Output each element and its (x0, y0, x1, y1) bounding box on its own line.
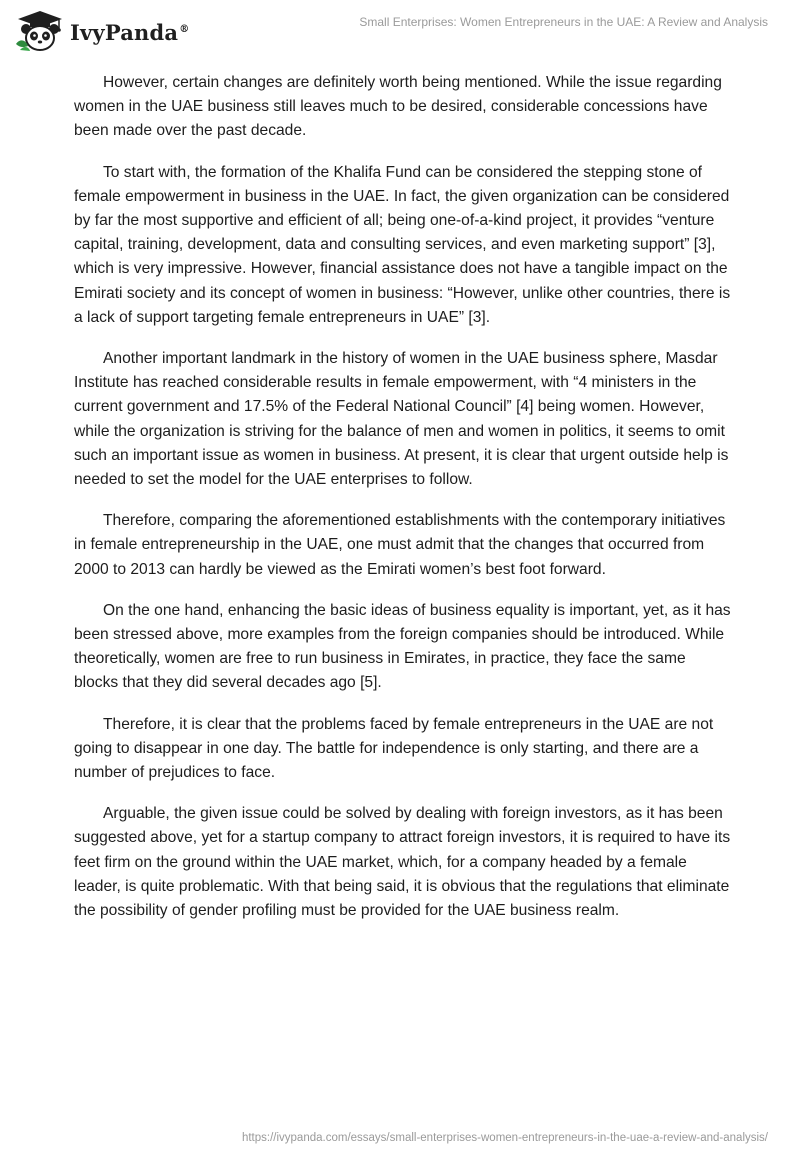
page-header (0, 0, 800, 60)
paragraph: Arguable, the given issue could be solved by dealing with foreign investors, as it has been suggested above, yet for a startup company to attract foreign investors, it is required to have its feet firm on the ground within the UAE market, which, for a company headed by a female leader, is quite problematic. With that being said, it is obvious that the regulations that eliminate the possibility of gender profiling must be provided for the UAE business realm. (74, 805, 731, 920)
source-url-link[interactable]: https://ivypanda.com/essays/small-enterprises-women-entrepreneurs-in-the-uae-a-review-and-analysis/ (241, 1132, 768, 1144)
paragraph: On the one hand, enhancing the basic ideas of business equality is important, yet, as it has been stressed above, more examples from the foreign companies should be introduced. While theoretically, women are free to run business in Emirates, in practice, they face the same blocks that they did several decades ago [5]. (74, 601, 731, 692)
paragraph: Therefore, comparing the aforementioned establishments with the contemporary initiatives in female entrepreneurship in the UAE, one must admit that the changes that occurred from 2000 to 2013 can hardly be viewed as the Emirati women’s best foot forward. (74, 512, 726, 578)
paragraph: To start with, the formation of the Khalifa Fund can be considered the stepping stone of female empowerment in business in the UAE. In fact, the given organization can be considered by far the most supportive and efficient of all; being one-of-a-kind project, it provides “venture capital, training, development, data and consulting services, and even marketing support” [3], which is very impressive. However, financial assistance does not have a tangible impact on the Emirati society and its concept of women in business: “However, unlike other countries, there is a lack of support targeting female entrepreneurs in UAE” [3]. (74, 163, 731, 326)
paragraph: Therefore, it is clear that the problems faced by female entrepreneurs in the UAE are not going to disappear in one day. The battle for independence is only starting, and there are a number of prejudices to face. (74, 715, 714, 782)
paragraph: However, certain changes are definitely worth being mentioned. While the issue regarding women in the UAE business still leaves much to be desired, considerable concessions have been made over the past decade. (74, 74, 722, 140)
brand-name: IvyPanda® (70, 19, 190, 45)
panda-graduate-icon (14, 10, 66, 52)
essay-body (74, 71, 734, 940)
registered-mark: ® (179, 23, 190, 35)
ivypanda-logo[interactable] (14, 10, 189, 52)
paragraph: Another important landmark in the history of women in the UAE business sphere, Masdar Institute has reached considerable results in female empowerment, with “4 ministers in the current government and 17.5% of the Federal National Council” [4] being women. However, while the organization is striving for the balance of men and women in politics, it seems to omit such an important issue as women in business. At present, it is clear that urgent outside help is needed to set the model for the UAE enterprises to follow. (74, 350, 729, 489)
document-title: Small Enterprises: Women Entrepreneurs in the UAE: A Review and Analysis (359, 15, 768, 29)
